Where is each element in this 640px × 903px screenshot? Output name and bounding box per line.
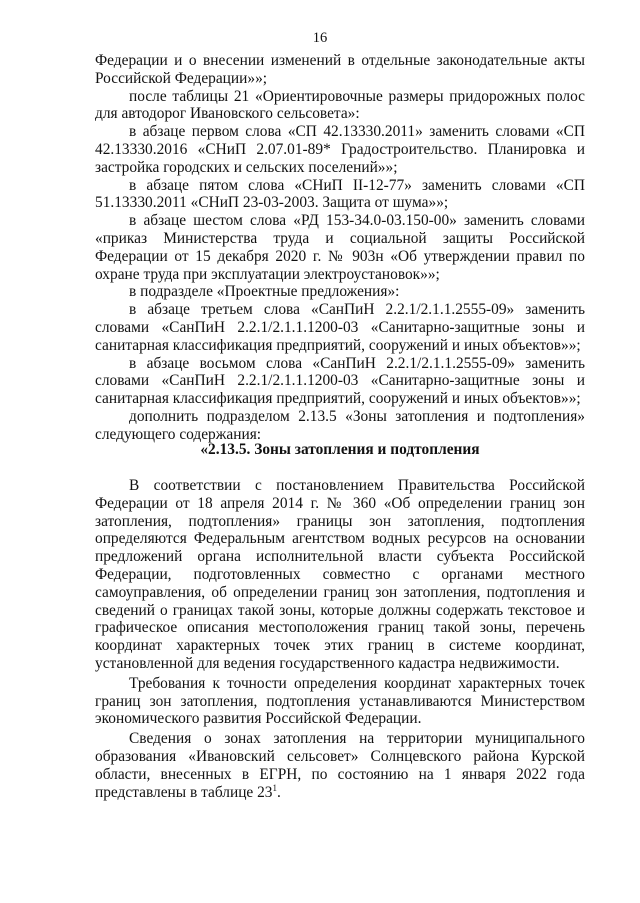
paragraph: В соответствии с постановлением Правительства Российской Федерации от 18 апреля 2014 г. № 360 «Об определении границ зон затопления, подтопления» границы зон затопления, подтопления определяются Федеральным агентством водных ресурсов на основании предложений органа исполнительной власти субъекта Российской Федерации, подготовленных совместно с органами местного самоуправления, об определении границ зон затопления, подтопления и сведений о границах такой зоны, которые должны содержать текстовое и графическое описания местоположения границ такой зоны, перечень координат характерных точек этих границ в системе координат, установленной для ведения государственного кадастра недвижимости. [95,477,585,672]
paragraph: в абзаце шестом слова «РД 153-34.0-03.150-00» заменить словами «приказ Министерства труда и социальной защиты Российской Федерации от 15 декабря 2020 г. № 903н «Об утверждении правил по охране труда при эксплуатации электроустановок»»; [95,212,585,283]
section-heading: «2.13.5. Зоны затопления и подтопления [200,441,480,458]
paragraph: в абзаце пятом слова «СНиП II-12-77» заменить словами «СП 51.13330.2011 «СНиП 23-03-2003. Защита от шума»»; [95,176,585,212]
sentence-end: . [277,783,281,801]
paragraph: дополнить подразделом 2.13.5 «Зоны затопления и подтопления» следующего содержания: [95,407,585,443]
paragraph: в подразделе «Проектные предложения»: [129,283,400,301]
paragraph: после таблицы 21 «Ориентировочные размеры придорожных полос для автодорог Ивановского сельсовета»: [95,87,585,123]
page-number: 16 [312,30,328,46]
paragraph-with-footnote [95,730,585,801]
text-block-flood-zones [95,477,585,801]
paragraph: в абзаце третьем слова «СанПиН 2.2.1/2.1.1.2555-09» заменить словами «СанПиН 2.2.1/2.1.1.1200-03 «Санитарно-защитные зоны и санитарная классификация предприятий, сооружений и иных объектов»»; [95,301,585,354]
text-block-amendments [95,52,585,444]
paragraph: в абзаце первом слова «СП 42.13330.2011» заменить словами «СП 42.13330.2016 «СНиП 2.07.01-89* Градостроительство. Планировка и застройка городских и сельских поселений»»; [95,123,585,176]
paragraph-text: Сведения о зонах затопления на территории муниципального образования «Ивановский сельсовет» Солнцевского района Курской области, внесенных в ЕГРН, по состоянию на 1 января 2022 года представлены в таблице 23 [95,730,585,801]
paragraph: в абзаце восьмом слова «СанПиН 2.2.1/2.1.1.2555-09» заменить словами «СанПиН 2.2.1/2.1.1.1200-03 «Санитарно-защитные зоны и санитарная классификация предприятий, сооружений и иных объектов»»; [95,354,585,408]
paragraph: Федерации и о внесении изменений в отдельные законодательные акты Российской Федерации»»; [95,52,585,87]
paragraph: Требования к точности определения координат характерных точек границ зон затопления, подтопления устанавливаются Министерством экономического развития Российской Федерации. [95,674,585,728]
footnote-marker[interactable]: 1 [272,782,277,793]
